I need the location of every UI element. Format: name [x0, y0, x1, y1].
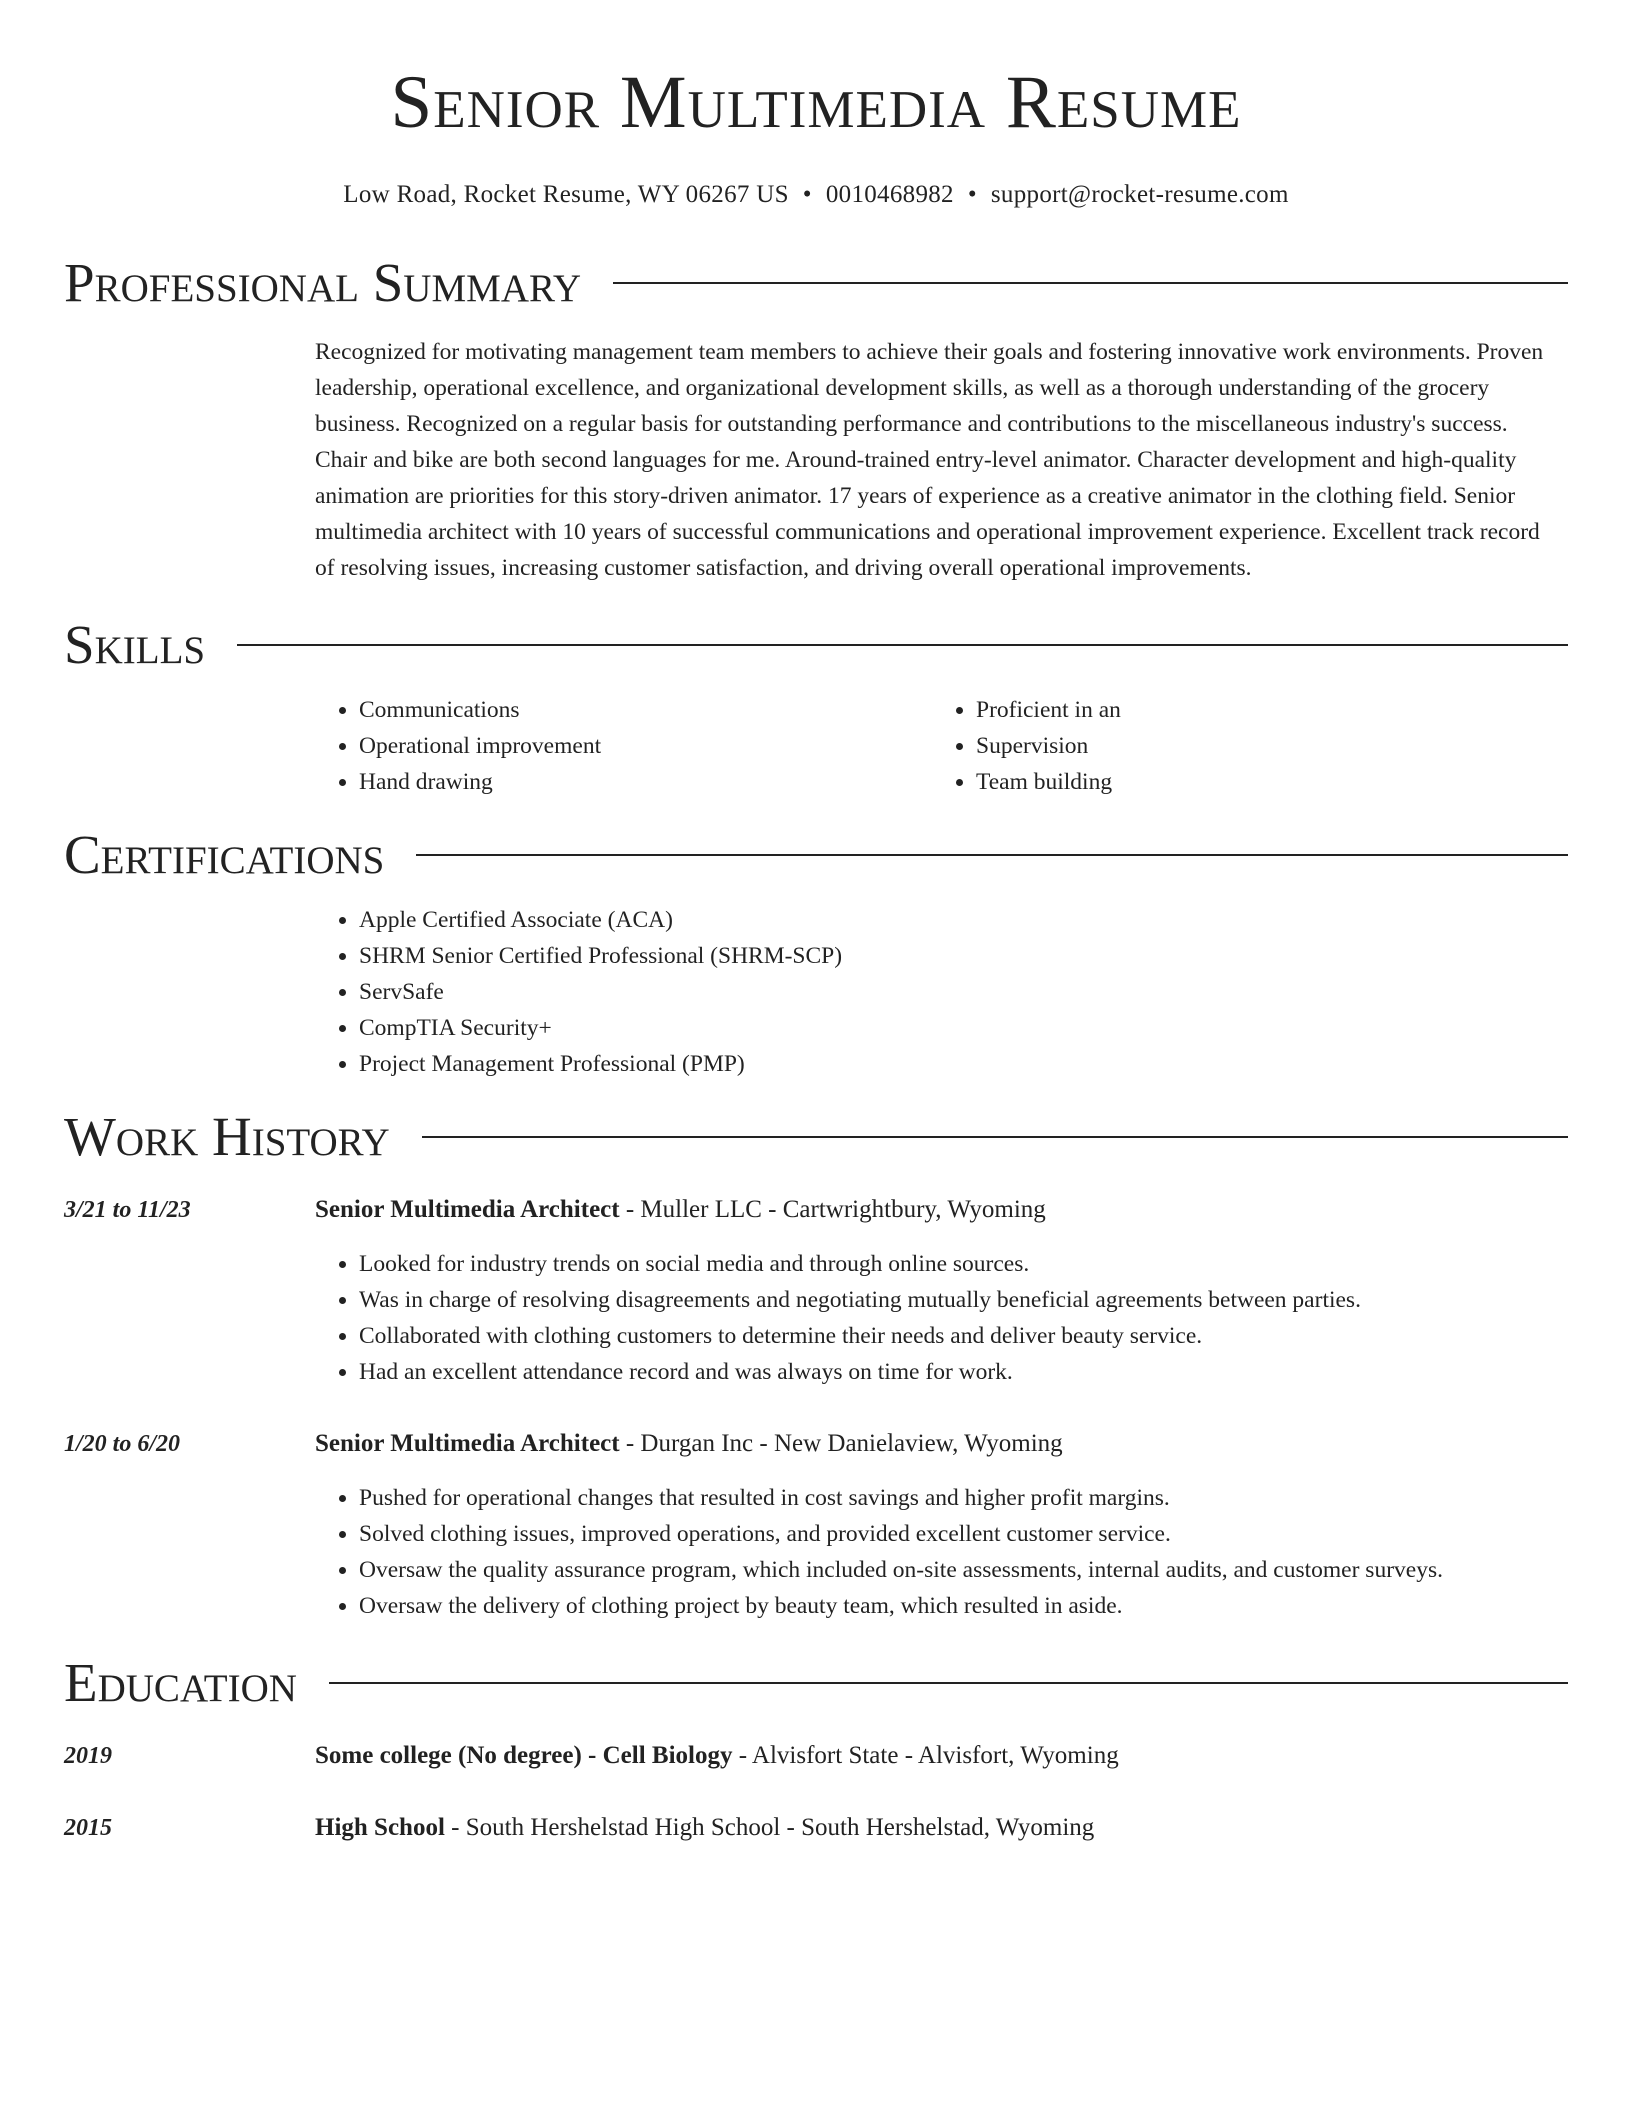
certification-item: • CompTIA Security+	[359, 1010, 1568, 1046]
job-duty: • Collaborated with clothing customers to determine their needs and deliver beauty service.	[359, 1318, 1568, 1354]
education-entry	[64, 1810, 1568, 1846]
education-section-header	[64, 1650, 1568, 1716]
education-heading: Education	[64, 1652, 297, 1713]
job-duty: • Pushed for operational changes that resulted in cost savings and higher profit margins.	[359, 1480, 1568, 1516]
section-divider	[613, 282, 1568, 284]
summary-section-header	[64, 250, 1568, 316]
job-company-location: - Muller LLC - Cartwrightbury, Wyoming	[619, 1196, 1046, 1223]
job-title-line	[315, 1426, 1568, 1462]
job-duty: • Oversaw the quality assurance program, which included on-site assessments, internal audits, and customer surveys.	[359, 1552, 1568, 1588]
job-body	[315, 1426, 1568, 1624]
skills-list	[315, 692, 1568, 800]
certifications-list	[315, 902, 1568, 1082]
summary-text: Recognized for motivating management team members to achieve their goals and fostering innovative work environments. Proven leadership, operational excellence, and organizational development skills, as well as a thorough understanding of the grocery business. Recognized on a regular basis for outstanding performance and contributions to the miscellaneous industry's success. Chair and bike are both second languages for me. Around-trained entry-level animator. Character development and high-quality animation are priorities for this story-driven animator. 17 years of experience as a creative animator in the clothing field. Senior multimedia architect with 10 years of successful communications and operational improvement experience. Excellent track record of resolving issues, increasing customer satisfaction, and driving overall operational improvements.	[315, 339, 1544, 581]
job-entry	[64, 1426, 1568, 1624]
section-divider	[329, 1682, 1568, 1684]
job-dates: 1/20 to 6/20	[64, 1431, 181, 1457]
job-dates: 3/21 to 11/23	[64, 1197, 191, 1223]
section-divider	[416, 854, 1568, 856]
job-title-line	[315, 1192, 1568, 1228]
phone-number: 0010468982	[825, 181, 954, 208]
skill-item: • Operational improvement	[359, 728, 932, 764]
separator-dot: •	[967, 181, 977, 208]
skill-item: • Communications	[359, 692, 932, 728]
certification-item: • Apple Certified Associate (ACA)	[359, 902, 1568, 938]
skill-item: • Proficient in an	[976, 692, 1549, 728]
email-address[interactable]: support@rocket-resume.com	[990, 181, 1289, 208]
job-duty: • Looked for industry trends on social media and through online sources.	[359, 1246, 1568, 1282]
skills-heading: Skills	[64, 614, 206, 675]
certifications-heading: Certifications	[64, 824, 385, 885]
education-line	[315, 1810, 1094, 1846]
education-degree: Some college (No degree) - Cell Biology	[315, 1742, 733, 1769]
education-school-location: - Alvisfort State - Alvisfort, Wyoming	[732, 1742, 1119, 1769]
job-duty: • Oversaw the delivery of clothing project by beauty team, which resulted in aside.	[359, 1588, 1568, 1624]
summary-heading: Professional Summary	[64, 252, 582, 313]
education-line	[315, 1738, 1119, 1774]
job-duty: • Solved clothing issues, improved operations, and provided excellent customer service.	[359, 1516, 1568, 1552]
job-entry	[64, 1192, 1568, 1390]
skill-item: • Team building	[976, 764, 1549, 800]
section-divider	[422, 1136, 1568, 1138]
education-school-location: - South Hershelstad High School - South Hershelstad, Wyoming	[444, 1814, 1095, 1841]
skill-item: • Supervision	[976, 728, 1549, 764]
certification-item: • SHRM Senior Certified Professional (SHRM-SCP)	[359, 938, 1568, 974]
skills-column-left	[315, 692, 932, 800]
section-divider	[237, 644, 1568, 646]
education-degree: High School	[315, 1814, 445, 1841]
skills-section-header	[64, 612, 1568, 678]
job-duty: • Had an excellent attendance record and was always on time for work.	[359, 1354, 1568, 1390]
address: Low Road, Rocket Resume, WY 06267 US	[343, 181, 789, 208]
job-company-location: - Durgan Inc - New Danielaview, Wyoming	[619, 1430, 1063, 1457]
certification-item: • ServSafe	[359, 974, 1568, 1010]
contact-line	[64, 180, 1568, 210]
job-role: Senior Multimedia Architect	[315, 1430, 620, 1457]
separator-dot: •	[802, 181, 812, 208]
education-year: 2019	[64, 1743, 112, 1769]
certification-item: • Project Management Professional (PMP)	[359, 1046, 1568, 1082]
job-duty: • Was in charge of resolving disagreements and negotiating mutually beneficial agreements between parties.	[359, 1282, 1568, 1318]
work-history-heading: Work History	[64, 1106, 390, 1167]
education-entry	[64, 1738, 1568, 1774]
certifications-section-header	[64, 822, 1568, 888]
skills-column-right	[932, 692, 1549, 800]
resume-title: Senior Multimedia Resume	[390, 61, 1242, 144]
work-history-section-header	[64, 1104, 1568, 1170]
job-role: Senior Multimedia Architect	[315, 1196, 620, 1223]
education-year: 2015	[64, 1815, 112, 1841]
skill-item: • Hand drawing	[359, 764, 932, 800]
job-body	[315, 1192, 1568, 1390]
